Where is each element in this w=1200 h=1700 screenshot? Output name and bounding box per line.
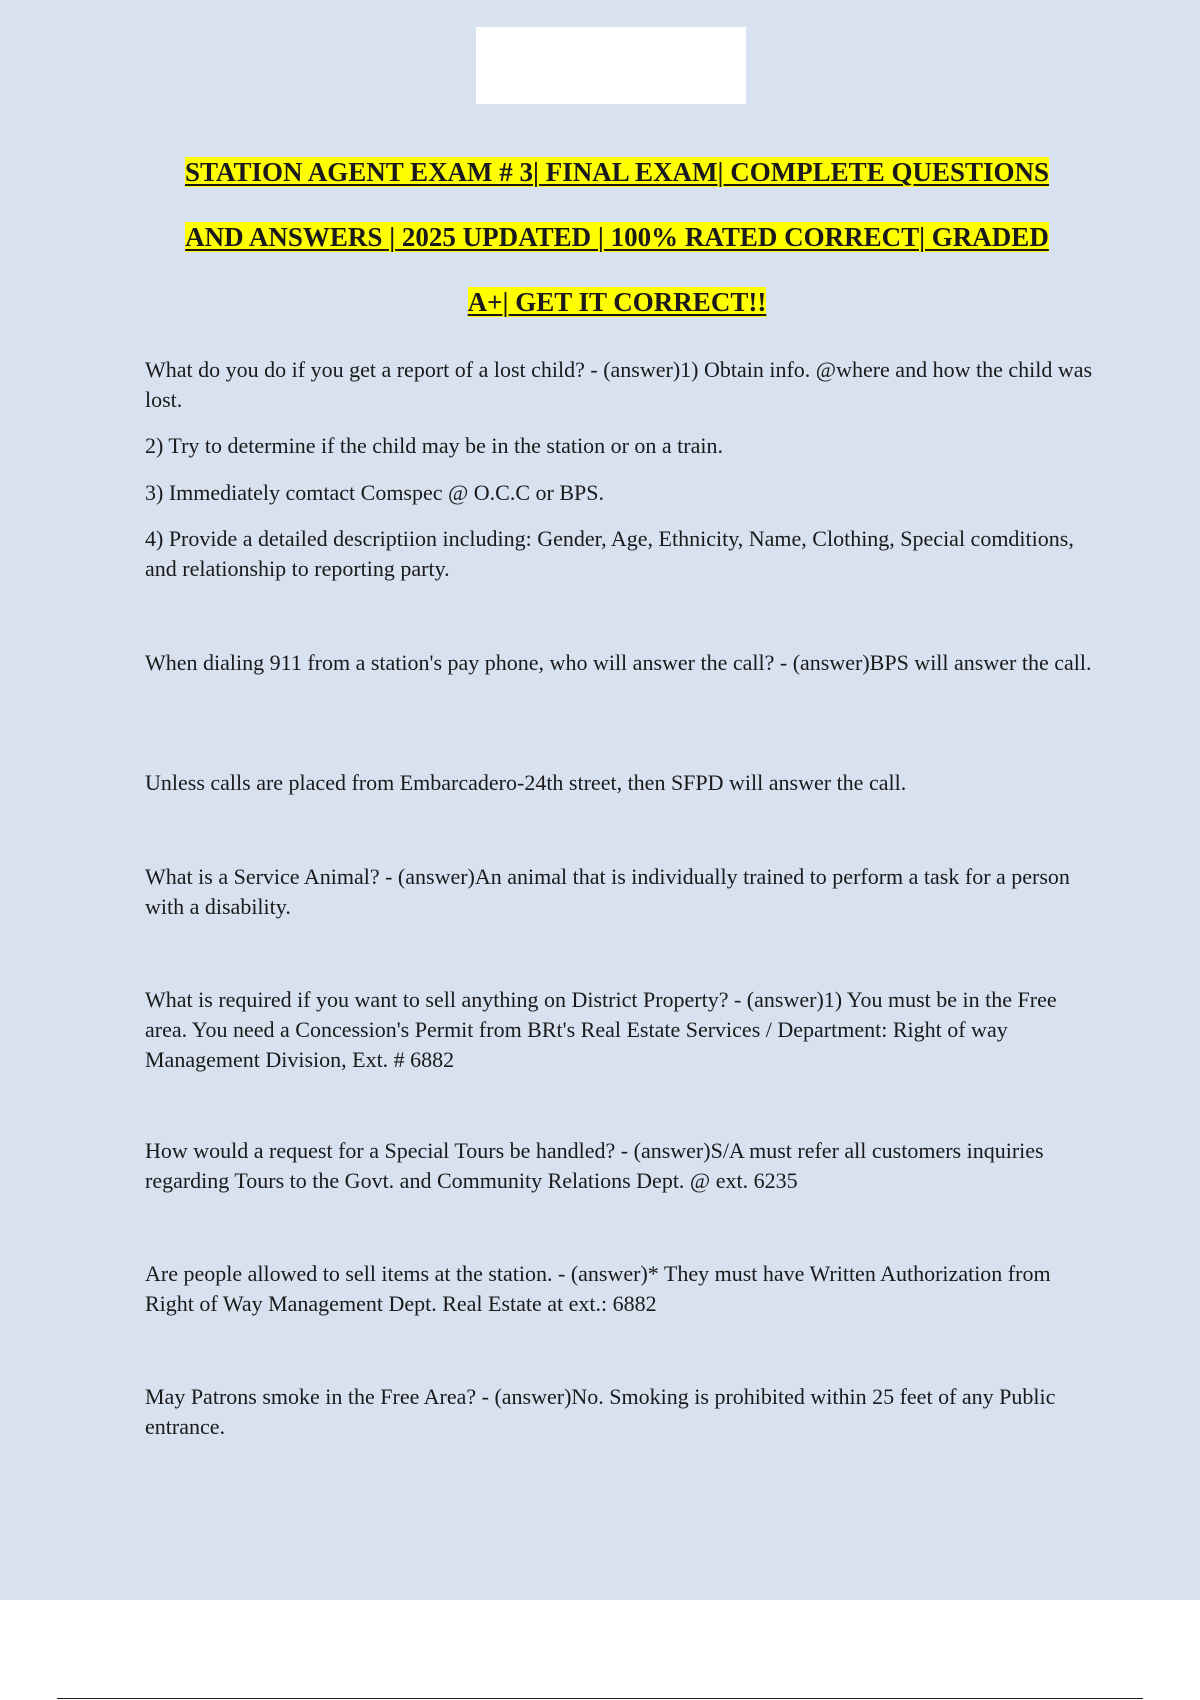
- paragraph: When dialing 911 from a station's pay phone, who will answer the call? - (answer)BPS will answer the call.: [145, 650, 1092, 675]
- title-line: [150, 140, 1084, 205]
- logo-placeholder: [476, 27, 746, 104]
- footer-rule: [57, 1698, 1143, 1699]
- title-line: [150, 205, 1084, 270]
- paragraph: May Patrons smoke in the Free Area? - (answer)No. Smoking is prohibited within 25 feet of any Public entrance.: [145, 1384, 1056, 1439]
- paragraph: What is a Service Animal? - (answer)An animal that is individually trained to perform a task for a person with a disability.: [145, 864, 1070, 919]
- paragraph: 4) Provide a detailed descriptiion including: Gender, Age, Ethnicity, Name, Clothing, Special comditions, and relationship to reporting party.: [145, 526, 1074, 581]
- paragraph: Are people allowed to sell items at the station. - (answer)* They must have Written Authorization from Right of Way Management Dept. Real Estate at ext.: 6882: [145, 1261, 1051, 1316]
- paragraph: Unless calls are placed from Embarcadero-24th street, then SFPD will answer the call.: [145, 770, 907, 795]
- document-title: [150, 140, 1084, 335]
- paragraph: What do you do if you get a report of a lost child? - (answer)1) Obtain info. @where and how the child was lost.: [145, 357, 1093, 412]
- paragraph: How would a request for a Special Tours be handled? - (answer)S/A must refer all customers inquiries regarding Tours to the Govt. and Community Relations Dept. @ ext. 6235: [145, 1138, 1044, 1193]
- title-line-text: STATION AGENT EXAM # 3| FINAL EXAM| COMPLETE QUESTIONS: [184, 157, 1050, 187]
- title-line-text: A+| GET IT CORRECT!!: [467, 287, 767, 317]
- paragraph: 2) Try to determine if the child may be in the station or on a train.: [145, 433, 723, 458]
- title-line: [150, 270, 1084, 335]
- paragraph: What is required if you want to sell anything on District Property? - (answer)1) You must be in the Free area. You need a Concession's Permit from BRt's Real Estate Services / Department: Right of way Management Division, Ext. # 6882: [145, 987, 1057, 1072]
- title-line-text: AND ANSWERS | 2025 UPDATED | 100% RATED CORRECT| GRADED: [185, 222, 1049, 252]
- paragraph: 3) Immediately comtact Comspec @ O.C.C or BPS.: [145, 480, 604, 505]
